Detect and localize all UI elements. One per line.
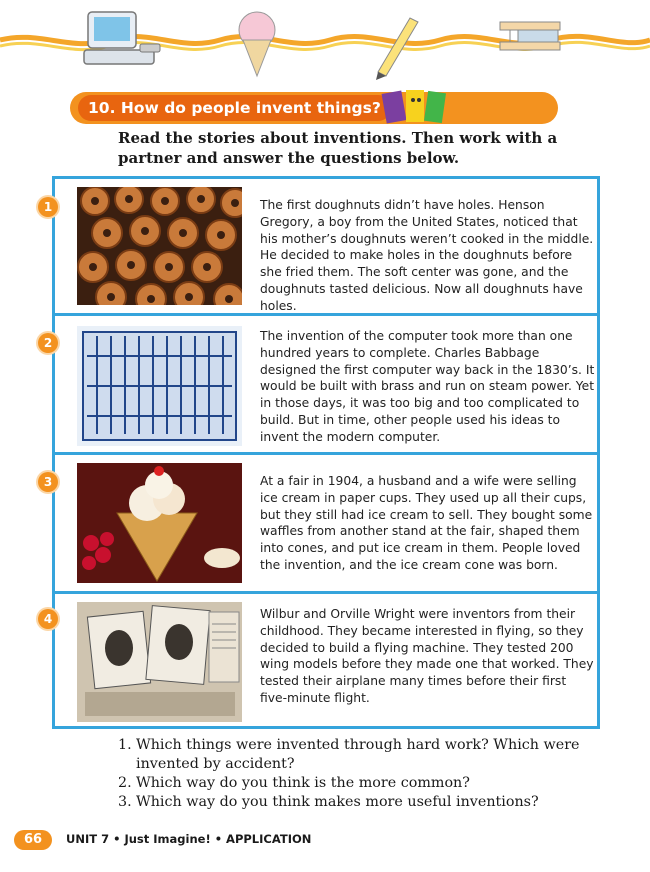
story-box-1 (52, 176, 600, 316)
footer-text: UNIT 7 • Just Imagine! • APPLICATION (66, 832, 312, 846)
section-title: 10. How do people invent things? (78, 95, 391, 121)
story-box-3 (52, 452, 600, 594)
question-text: Which way do you think is the more common? (136, 775, 470, 791)
story-text-3: At a fair in 1904, a husband and a wife were selling ice cream in paper cups. They used up all their cups, but they still had ice cream to sell. They bought some waffles from another stand at the fair, shaped them into cones, and put ice cream in them. People loved the invention, and the ice cream cone was born. (260, 474, 593, 572)
story-text-2: The invention of the computer took more than one hundred years to complete. Charles Babbage designed the first computer way back in the 1830’s. It would be built with brass and run on steam power. Yet in those days, it was too big and too complicated to build. But in time, other people used his ideas to invent the modern computer. (260, 329, 595, 444)
question-number: 2. (118, 775, 132, 791)
instructions: Read the stories about inventions. Then work with a partner and answer the questions below. (118, 129, 558, 167)
babbage-engine-illustration (77, 326, 242, 446)
story-box-2 (52, 313, 600, 455)
story-number-1: 1 (38, 197, 58, 217)
story-text-4: Wilbur and Orville Wright were inventors from their childhood. They became interested in flying, so they decided to build a flying machine. They tested 200 wing models before they made one that worked. They tested their airplane many times before their first five-minute flight. (260, 607, 594, 705)
story-text-1: The first doughnuts didn’t have holes. Henson Gregory, a boy from the United States, noticed that his mother’s doughnuts weren’t cooked in the middle. He decided to make holes in the doughnuts before she fried them. The soft center was gone, and the doughnuts tasted delicious. Now all doughnuts have holes. (260, 198, 594, 313)
ice-cream-icon (239, 12, 275, 76)
questions-list (118, 736, 588, 812)
question-text: Which way do you think makes more useful inventions? (136, 794, 539, 810)
question-item (118, 774, 588, 793)
airplane-icon (500, 22, 560, 50)
question-number: 1. (118, 737, 132, 753)
story-number-4: 4 (38, 609, 58, 629)
question-text: Which things were invented through hard work? Which were invented by accident? (136, 737, 580, 772)
story-box-4 (52, 591, 600, 729)
page-number: 66 (14, 830, 52, 850)
story-number-2: 2 (38, 333, 58, 353)
decorative-banner (0, 0, 650, 80)
story-number-3: 3 (38, 472, 58, 492)
question-item (118, 793, 588, 812)
question-item (118, 736, 588, 774)
ice-cream-cone-photo (77, 463, 242, 583)
books-icon (380, 86, 450, 126)
wright-brothers-portraits (77, 602, 242, 722)
doughnuts-photo (77, 187, 242, 305)
question-number: 3. (118, 794, 132, 810)
